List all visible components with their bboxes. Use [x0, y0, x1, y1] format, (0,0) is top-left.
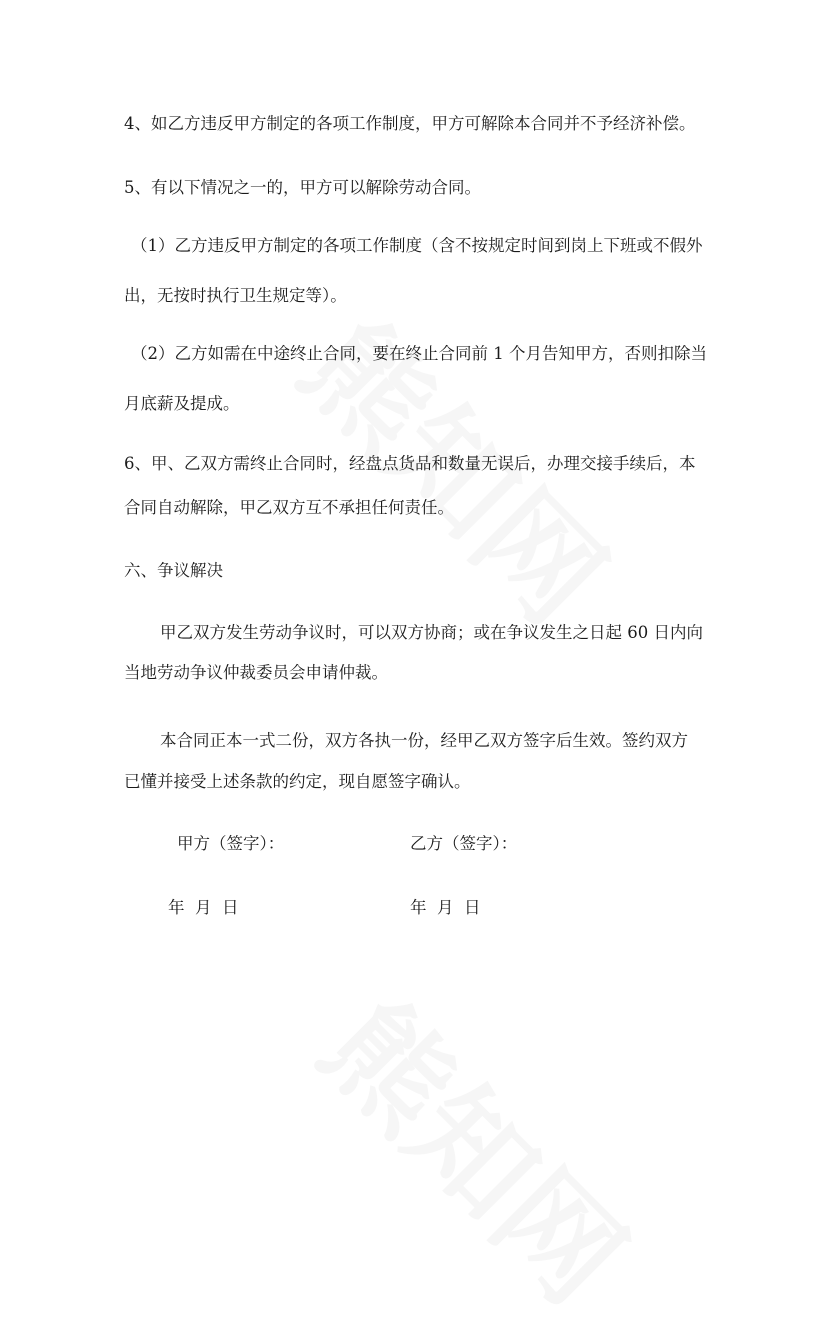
party-b-signature-label: 乙方（签字）： — [410, 834, 518, 853]
watermark — [292, 958, 668, 1334]
effect-paragraph-cont: 已懂并接受上述条款的约定，现自愿签字确认。 — [124, 772, 471, 791]
clause-4: 4、如乙方违反甲方制定的各项工作制度，甲方可解除本合同并不予经济补偿。 — [124, 114, 696, 133]
clause-5-2-cont: 月底薪及提成。 — [124, 394, 240, 413]
clause-6: 6、甲、乙双方需终止合同时，经盘点货品和数量无误后，办理交接手续后，本 — [124, 454, 696, 473]
section-heading: 六、争议解决 — [124, 561, 223, 580]
clause-5-2: （2）乙方如需在中途终止合同，要在终止合同前 1 个月告知甲方，否则扣除当 — [131, 344, 707, 363]
dispute-paragraph-cont: 当地劳动争议仲裁委员会申请仲裁。 — [124, 663, 388, 682]
party-b-date: 年 月 日 — [410, 898, 481, 917]
clause-5-1: （1）乙方违反甲方制定的各项工作制度（含不按规定时间到岗上下班或不假外 — [131, 236, 703, 255]
clause-5-1-cont: 出，无按时执行卫生规定等）。 — [124, 286, 347, 305]
dispute-paragraph: 甲乙双方发生劳动争议时，可以双方协商；或在争议发生之日起 60 日内向 — [160, 623, 703, 642]
party-a-signature-label: 甲方（签字）： — [177, 834, 285, 853]
effect-paragraph: 本合同正本一式二份，双方各执一份，经甲乙双方签字后生效。签约双方 — [160, 731, 688, 750]
party-a-date: 年 月 日 — [168, 898, 239, 917]
clause-5: 5、有以下情况之一的，甲方可以解除劳动合同。 — [124, 178, 481, 197]
clause-6-cont: 合同自动解除，甲乙双方互不承担任何责任。 — [124, 498, 454, 517]
